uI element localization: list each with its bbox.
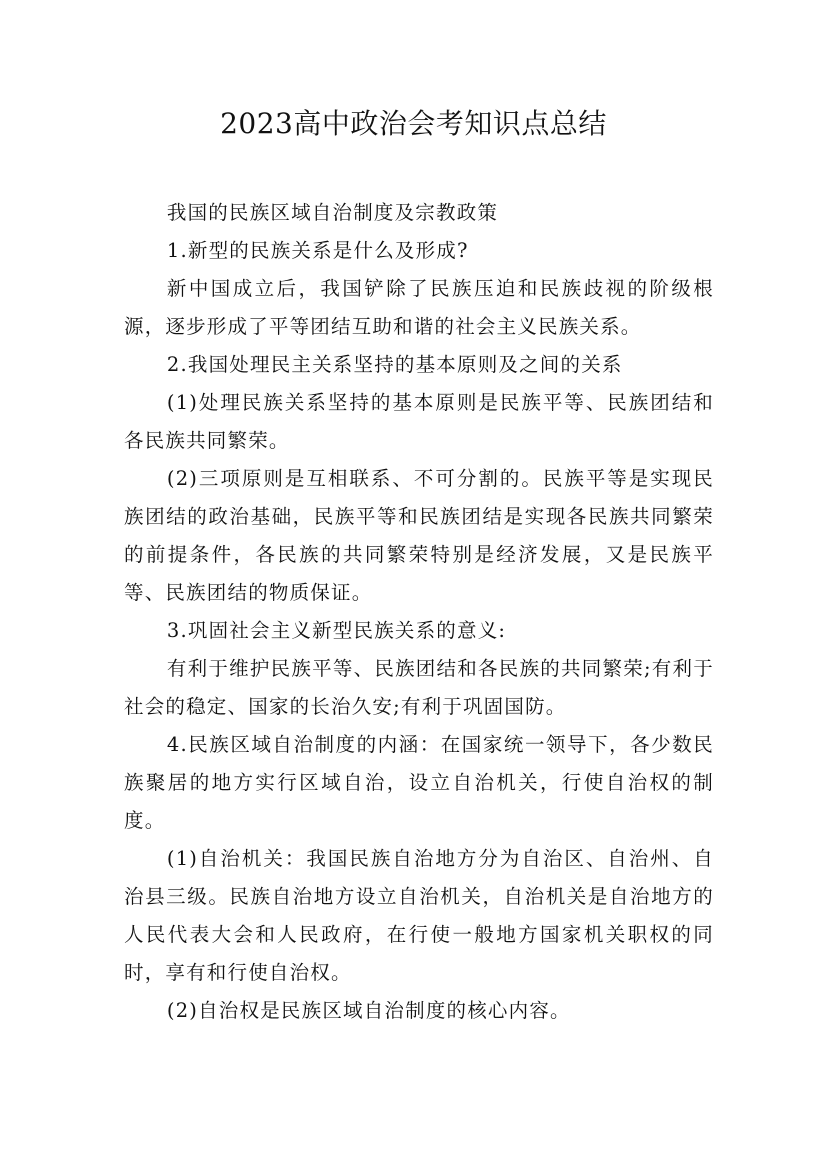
page-title: 2023高中政治会考知识点总结: [220, 107, 607, 140]
section-heading: 我国的民族区域自治制度及宗教政策: [166, 201, 499, 224]
paragraph: 4.民族区域自治制度的内涵：在国家统一领导下，各少数民族聚居的地方实行区域自治，设立自治机关，行使自治权的制度。: [124, 733, 714, 832]
question-heading: 3.巩固社会主义新型民族关系的意义:: [166, 619, 507, 642]
paragraph: (1)处理民族关系坚持的基本原则是民族平等、民族团结和各民族共同繁荣。: [124, 391, 714, 452]
paragraph: (2)三项原则是互相联系、不可分割的。民族平等是实现民族团结的政治基础，民族平等和民族团结是实现各民族共同繁荣的前提条件，各民族的共同繁荣特别是经济发展，又是民族平等、民族团结的物质保证。: [124, 467, 714, 604]
paragraph: (2)自治权是民族区域自治制度的核心内容。: [166, 999, 571, 1022]
paragraph: 新中国成立后，我国铲除了民族压迫和民族歧视的阶级根源，逐步形成了平等团结互助和谐的社会主义民族关系。: [124, 277, 714, 338]
question-heading: 2.我国处理民主关系坚持的基本原则及之间的关系: [166, 353, 623, 376]
paragraph: (1)自治机关：我国民族自治地方分为自治区、自治州、自治县三级。民族自治地方设立自治机关，自治机关是自治地方的人民代表大会和人民政府，在行使一般地方国家机关职权的同时，享有和行使自治权。: [124, 847, 714, 984]
question-heading: 1.新型的民族关系是什么及形成?: [166, 239, 469, 262]
paragraph: 有利于维护民族平等、民族团结和各民族的共同繁荣;有利于社会的稳定、国家的长治久安;有利于巩固国防。: [124, 657, 714, 718]
document-body: [124, 194, 714, 1030]
